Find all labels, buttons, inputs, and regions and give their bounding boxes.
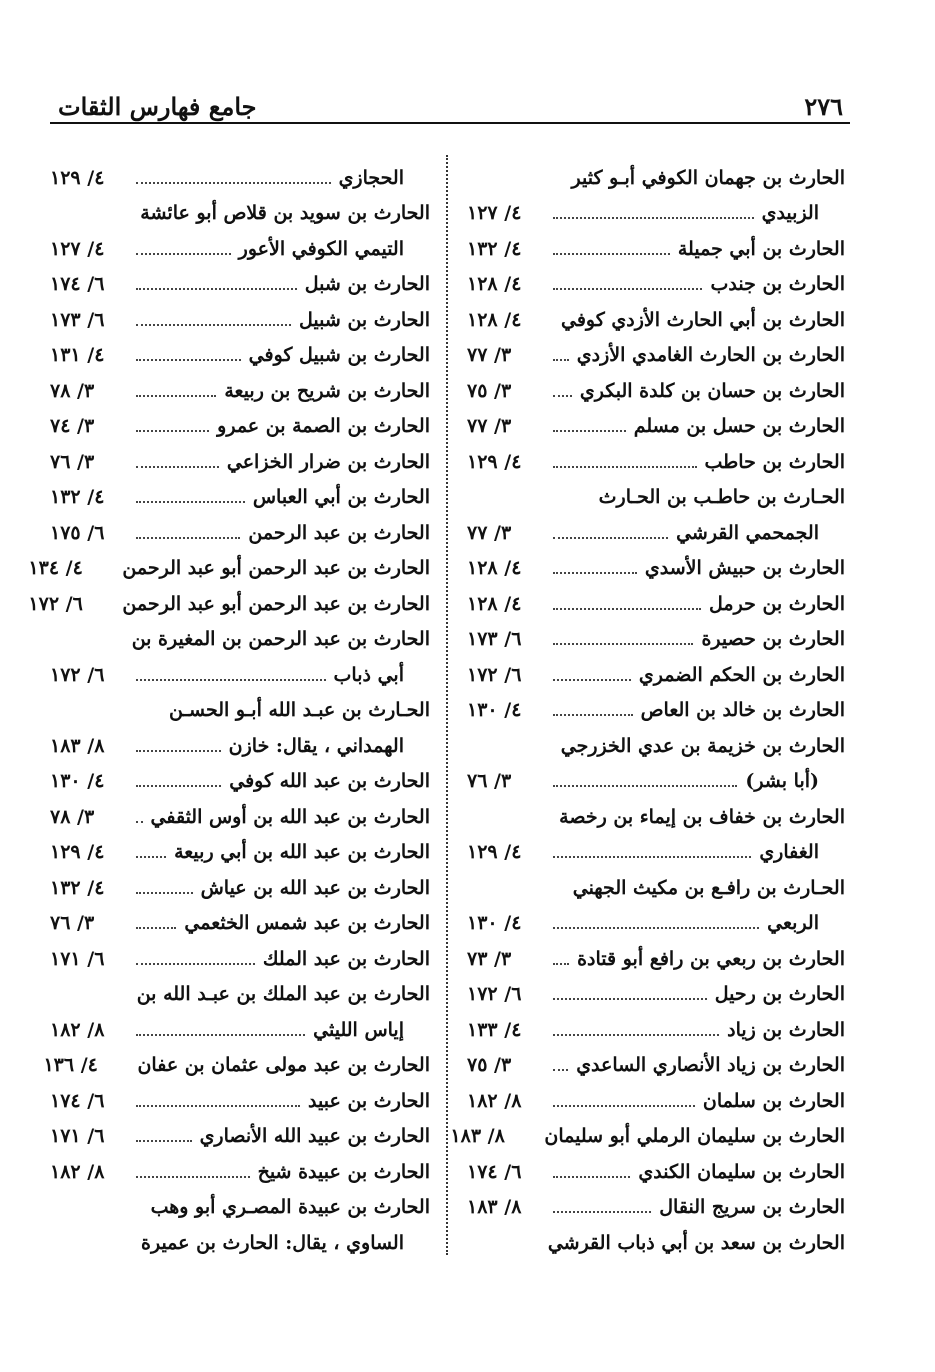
- entry-name: الحارث بن عبد الملك بن عبـد الله بن: [136, 983, 430, 1006]
- index-entry: [467, 551, 845, 587]
- index-entry: [50, 1190, 430, 1226]
- index-entry: [50, 1012, 430, 1048]
- entry-name: إياس الليثي: [313, 1018, 404, 1041]
- page-number: ٢٧٦: [804, 92, 843, 121]
- entry-name: الحارث بن سريج النقال: [659, 1196, 845, 1219]
- entry-name: التيمي الكوفي الأعور: [238, 237, 404, 260]
- index-entry: [50, 409, 430, 445]
- dot-leader: [136, 892, 193, 894]
- index-entry: [467, 160, 845, 196]
- entry-name: الحارث بن حسل بن مسلم: [633, 415, 845, 438]
- volume-page-ref: ٤/ ١٣٢: [50, 876, 105, 899]
- index-entry: [50, 764, 430, 800]
- entry-name: الحارث بن عبيد الله الأنصاري: [199, 1125, 430, 1148]
- entry-name: الحارث بن سليمان الرملي أبو سليمان: [544, 1125, 845, 1148]
- index-entry: [467, 657, 845, 693]
- dot-leader: [136, 288, 297, 290]
- dot-leader: [136, 253, 231, 255]
- dot-leader: [136, 1140, 192, 1142]
- volume-page-ref: ٤/ ١٣٠: [50, 770, 105, 793]
- entry-name: الهمداني ، يقال: خازن: [228, 734, 404, 757]
- index-entry: [50, 977, 430, 1013]
- dot-leader: [136, 359, 241, 361]
- index-entry: [50, 835, 430, 871]
- entry-name: (أبا بشر): [745, 770, 819, 793]
- index-entry: [467, 1225, 845, 1261]
- volume-page-ref: ٣/ ٧٣: [467, 947, 512, 970]
- entry-name: الحارث بن عبد الله بن أبي ربيعة: [174, 841, 430, 864]
- volume-page-ref: ٨/ ١٨٣: [467, 1196, 522, 1219]
- dot-leader: [553, 395, 572, 397]
- dot-leader: [553, 572, 637, 574]
- dot-leader: [553, 288, 702, 290]
- dot-leader: [553, 1211, 651, 1213]
- volume-page-ref: ٨/ ١٨٢: [50, 1160, 105, 1183]
- entry-name: الحـارث بن حاطـب بن الحـارث: [598, 486, 845, 509]
- volume-page-ref: ٨/ ١٨٢: [50, 1018, 105, 1041]
- dot-leader: [553, 643, 693, 645]
- volume-page-ref: ٤/ ١٣٠: [467, 699, 522, 722]
- dot-leader: [136, 1176, 250, 1178]
- volume-page-ref: ٣/ ٧٧: [467, 344, 512, 367]
- dot-leader: [136, 1105, 300, 1107]
- index-entry: [467, 728, 845, 764]
- index-entry: [467, 409, 845, 445]
- dot-leader: [553, 963, 569, 965]
- right-index-column: [450, 160, 845, 1270]
- volume-page-ref: ٤/ ١٢٨: [467, 557, 522, 580]
- volume-page-ref: ٦/ ١٧٤: [467, 1160, 522, 1183]
- index-entry: [467, 267, 845, 303]
- column-divider: [446, 155, 448, 1255]
- index-entry: [467, 835, 845, 871]
- volume-page-ref: ٦/ ١٧٣: [50, 308, 105, 331]
- entry-name: الحارث بن عبيدة المصـري أبو وهب: [150, 1196, 430, 1219]
- entry-name: الحارث بن شبيل كوفي: [248, 344, 430, 367]
- index-entry: [467, 622, 845, 658]
- index-entry: [50, 515, 430, 551]
- volume-page-ref: ٤/ ١٢٩: [467, 841, 522, 864]
- entry-name: الحارث بن الحارث الغامدي الأزدي: [576, 344, 845, 367]
- entry-name: الحارث بن سليمان الكندي: [638, 1160, 845, 1183]
- index-entry: [50, 302, 430, 338]
- index-entry: [50, 444, 430, 480]
- dot-leader: [136, 785, 221, 787]
- entry-name: الحارث بن عبيدة شيخ: [257, 1160, 430, 1183]
- entry-name: الحارث بن عبد الرحمن بن المغيرة بن: [131, 628, 430, 651]
- entry-name: الحارث بن عبد شمس الخثعمي: [184, 912, 430, 935]
- dot-leader: [553, 359, 569, 361]
- entry-name: الحارث بن شبيل: [299, 308, 430, 331]
- entry-name: الغفاري: [759, 841, 819, 864]
- entry-name: الحارث بن الصمة بن عمرو: [217, 415, 430, 438]
- index-entry: [467, 515, 845, 551]
- dot-leader: [553, 466, 697, 468]
- entry-name: الحارث بن حاطب: [704, 450, 845, 473]
- volume-page-ref: ٤/ ١٢٨: [467, 273, 522, 296]
- entry-name: الحارث بن سلمان: [702, 1089, 845, 1112]
- dot-leader: [136, 430, 209, 432]
- dot-leader: [136, 1034, 305, 1036]
- index-entry: [28, 586, 430, 622]
- entry-name: الحارث بن شريح بن ربيعة: [224, 379, 430, 402]
- index-entry: [467, 586, 845, 622]
- entry-name: أبي ذباب: [333, 663, 404, 686]
- index-entry: [50, 1083, 430, 1119]
- dot-leader: [136, 395, 216, 397]
- index-entry: [467, 693, 845, 729]
- dot-leader: [136, 927, 176, 929]
- dot-leader: [553, 927, 759, 929]
- volume-page-ref: ٦/ ١٧٢: [467, 983, 522, 1006]
- volume-page-ref: ٦/ ١٧٣: [467, 628, 522, 651]
- dot-leader: [136, 324, 291, 326]
- volume-page-ref: ٣/ ٧٥: [467, 379, 512, 402]
- entry-name: الحارث بن جهمان الكوفي أبـو كثير: [571, 166, 845, 189]
- volume-page-ref: ٣/ ٧٤: [50, 415, 95, 438]
- index-entry: [467, 1012, 845, 1048]
- entry-name: الحارث بن عبد الله كوفي: [229, 770, 430, 793]
- entry-name: الحارث بن خالد بن العاص: [640, 699, 845, 722]
- index-entry: [50, 906, 430, 942]
- volume-page-ref: ٦/ ١٧٤: [50, 1089, 105, 1112]
- index-entry: [467, 480, 845, 516]
- dot-leader: [553, 430, 626, 432]
- volume-page-ref: ٣/ ٧٦: [50, 450, 95, 473]
- volume-page-ref: ٨/ ١٨٢: [467, 1089, 522, 1112]
- entry-name: الحارث بن ربعي بن رافع أبو قتادة: [577, 947, 845, 970]
- dot-leader: [136, 537, 240, 539]
- volume-page-ref: ٣/ ٧٨: [50, 379, 95, 402]
- index-entry: [50, 373, 430, 409]
- dot-leader: [136, 679, 326, 681]
- entry-name: الحارث بن شبل: [304, 273, 430, 296]
- index-entry: [50, 799, 430, 835]
- entry-name: الحارث بن الحكم الضمري: [638, 663, 845, 686]
- index-entry: [50, 941, 430, 977]
- volume-page-ref: ٦/ ١٧٥: [50, 521, 105, 544]
- index-entry: [50, 728, 430, 764]
- volume-page-ref: ٤/ ١٢٨: [467, 592, 522, 615]
- running-title: جامع فهارس الثقات: [58, 92, 257, 121]
- entry-name: الحارث بن سعد بن أبي ذباب القرشي: [547, 1231, 845, 1254]
- entry-name: الحارث بن رحيل: [714, 983, 845, 1006]
- volume-page-ref: ٤/ ١٢٩: [50, 166, 105, 189]
- entry-name: الحـارث بن رافـع بن مكيث الجهني: [572, 876, 845, 899]
- volume-page-ref: ٤/ ١٣٣: [467, 1018, 522, 1041]
- volume-page-ref: ٨/ ١٨٣: [450, 1125, 505, 1148]
- entry-name: الحارث بن زياد: [727, 1018, 845, 1041]
- volume-page-ref: ٣/ ٧٨: [50, 805, 95, 828]
- entry-name: الحارث بن عبد الرحمن أبو عبد الرحمن: [122, 592, 430, 615]
- volume-page-ref: ٦/ ١٧٢: [50, 663, 105, 686]
- index-entry: [467, 941, 845, 977]
- index-entry: [467, 444, 845, 480]
- entry-name: الحارث بن أبي جميلة: [677, 237, 845, 260]
- entry-name: الحارث بن حسان بن كلدة البكري: [579, 379, 845, 402]
- entry-name: الحارث بن ضرار الخزاعي: [226, 450, 430, 473]
- volume-page-ref: ٣/ ٧٥: [467, 1054, 512, 1077]
- index-entry: [28, 551, 430, 587]
- entry-name: الحارث بن زياد الأنصاري الساعدي: [576, 1054, 845, 1077]
- entry-name: الحارث بن أبي الحارث الأزدي كوفي: [561, 308, 845, 331]
- volume-page-ref: ٤/ ١٢٧: [467, 202, 522, 225]
- entry-name: الربعي: [767, 912, 819, 935]
- dot-leader: [136, 856, 166, 858]
- index-entry: [467, 373, 845, 409]
- entry-name: الزبيدي: [761, 202, 819, 225]
- index-entry: [467, 1190, 845, 1226]
- volume-page-ref: ٤/ ١٢٩: [467, 450, 522, 473]
- volume-page-ref: ٤/ ١٣٢: [467, 237, 522, 260]
- dot-leader: [553, 608, 701, 610]
- index-entry: [467, 977, 845, 1013]
- dot-leader: [553, 785, 737, 787]
- dot-leader: [553, 714, 633, 716]
- left-index-column: [28, 160, 430, 1270]
- volume-page-ref: ٤/ ١٣١: [50, 344, 105, 367]
- entry-name: الحارث بن عبد مولى عثمان بن عفان: [137, 1054, 430, 1077]
- entry-name: الحارث بن خفاف بن إيماء بن رخصة: [559, 805, 845, 828]
- dot-leader: [553, 1176, 630, 1178]
- volume-page-ref: ٦/ ١٧٢: [28, 592, 83, 615]
- dot-leader: [553, 679, 631, 681]
- index-entry: [50, 160, 430, 196]
- volume-page-ref: ٦/ ١٧٢: [467, 663, 522, 686]
- entry-name: الحارث بن جندب: [710, 273, 845, 296]
- volume-page-ref: ٤/ ١٣٠: [467, 912, 522, 935]
- entry-name: الحارث بن عبد الرحمن أبو عبد الرحمن: [122, 557, 430, 580]
- volume-page-ref: ٤/ ١٣٢: [50, 486, 105, 509]
- dot-leader: [553, 253, 670, 255]
- volume-page-ref: ٣/ ٧٧: [467, 521, 512, 544]
- index-entry: [50, 480, 430, 516]
- index-entry: [50, 1119, 430, 1155]
- dot-leader: [553, 856, 751, 858]
- entry-name: الحارث بن خزيمة بن عدي الخزرجي: [560, 734, 845, 757]
- entry-name: الحارث بن عبيد: [308, 1089, 430, 1112]
- entry-name: الساوي ، يقال: الحارث بن عميرة: [141, 1231, 404, 1254]
- index-entry: [50, 622, 430, 658]
- index-entry: [467, 1083, 845, 1119]
- entry-name: الحارث بن حرمل: [709, 592, 845, 615]
- volume-page-ref: ٦/ ١٧٤: [50, 273, 105, 296]
- entry-name: الحارث بن سويد بن قلاص أبو عائشة: [140, 202, 430, 225]
- dot-leader: [553, 217, 754, 219]
- index-entry: [467, 231, 845, 267]
- volume-page-ref: ٤/ ١٢٧: [50, 237, 105, 260]
- dot-leader: [136, 750, 221, 752]
- dot-leader: [553, 1069, 568, 1071]
- dot-leader: [136, 821, 143, 823]
- entry-name: الحارث بن عبد الله بن أوس الثقفي: [150, 805, 430, 828]
- index-entry: [467, 1154, 845, 1190]
- dot-leader: [553, 1034, 719, 1036]
- dot-leader: [136, 182, 331, 184]
- volume-page-ref: ٦/ ١٧١: [50, 1125, 105, 1148]
- entry-name: الحارث بن حصيرة: [701, 628, 845, 651]
- index-entry: [467, 870, 845, 906]
- index-entry: [467, 1048, 845, 1084]
- dot-leader: [136, 501, 245, 503]
- volume-page-ref: ٤/ ١٣٤: [28, 557, 83, 580]
- header-rule: [50, 122, 850, 124]
- index-entry: [50, 196, 430, 232]
- entry-name: الحارث بن عبد الرحمن: [248, 521, 430, 544]
- index-entry: [467, 196, 845, 232]
- volume-page-ref: ٨/ ١٨٣: [50, 734, 105, 757]
- entry-name: الحـارث بن عبـد الله أبـو الحسـن: [169, 699, 430, 722]
- index-entry: [50, 267, 430, 303]
- entry-name: الحجازي: [338, 166, 404, 189]
- index-entry: [450, 1119, 845, 1155]
- index-entry: [467, 906, 845, 942]
- index-entry: [50, 1225, 430, 1261]
- index-entry: [50, 657, 430, 693]
- dot-leader: [136, 963, 255, 965]
- index-entry: [43, 1048, 430, 1084]
- volume-page-ref: ٣/ ٧٦: [50, 912, 95, 935]
- index-entry: [50, 338, 430, 374]
- index-entry: [467, 338, 845, 374]
- entry-name: الجمحمي القرشي: [676, 521, 819, 544]
- index-entry: [50, 231, 430, 267]
- volume-page-ref: ٣/ ٧٦: [467, 770, 512, 793]
- entry-name: الحارث بن عبد الملك: [262, 947, 430, 970]
- volume-page-ref: ٤/ ١٢٩: [50, 841, 105, 864]
- volume-page-ref: ٣/ ٧٧: [467, 415, 512, 438]
- index-entry: [50, 1154, 430, 1190]
- index-entry: [467, 302, 845, 338]
- dot-leader: [553, 537, 668, 539]
- dot-leader: [553, 1105, 695, 1107]
- index-entry: [50, 693, 430, 729]
- volume-page-ref: ٤/ ١٢٨: [467, 308, 522, 331]
- volume-page-ref: ٤/ ١٣٦: [43, 1054, 98, 1077]
- index-entry: [467, 764, 845, 800]
- volume-page-ref: ٦/ ١٧١: [50, 947, 105, 970]
- dot-leader: [553, 998, 707, 1000]
- entry-name: الحارث بن أبي العباس: [252, 486, 430, 509]
- entry-name: الحارث بن عبد الله بن عياش: [200, 876, 430, 899]
- index-entry: [50, 870, 430, 906]
- index-entry: [467, 799, 845, 835]
- entry-name: الحارث بن حبيش الأسدي: [644, 557, 845, 580]
- dot-leader: [136, 466, 219, 468]
